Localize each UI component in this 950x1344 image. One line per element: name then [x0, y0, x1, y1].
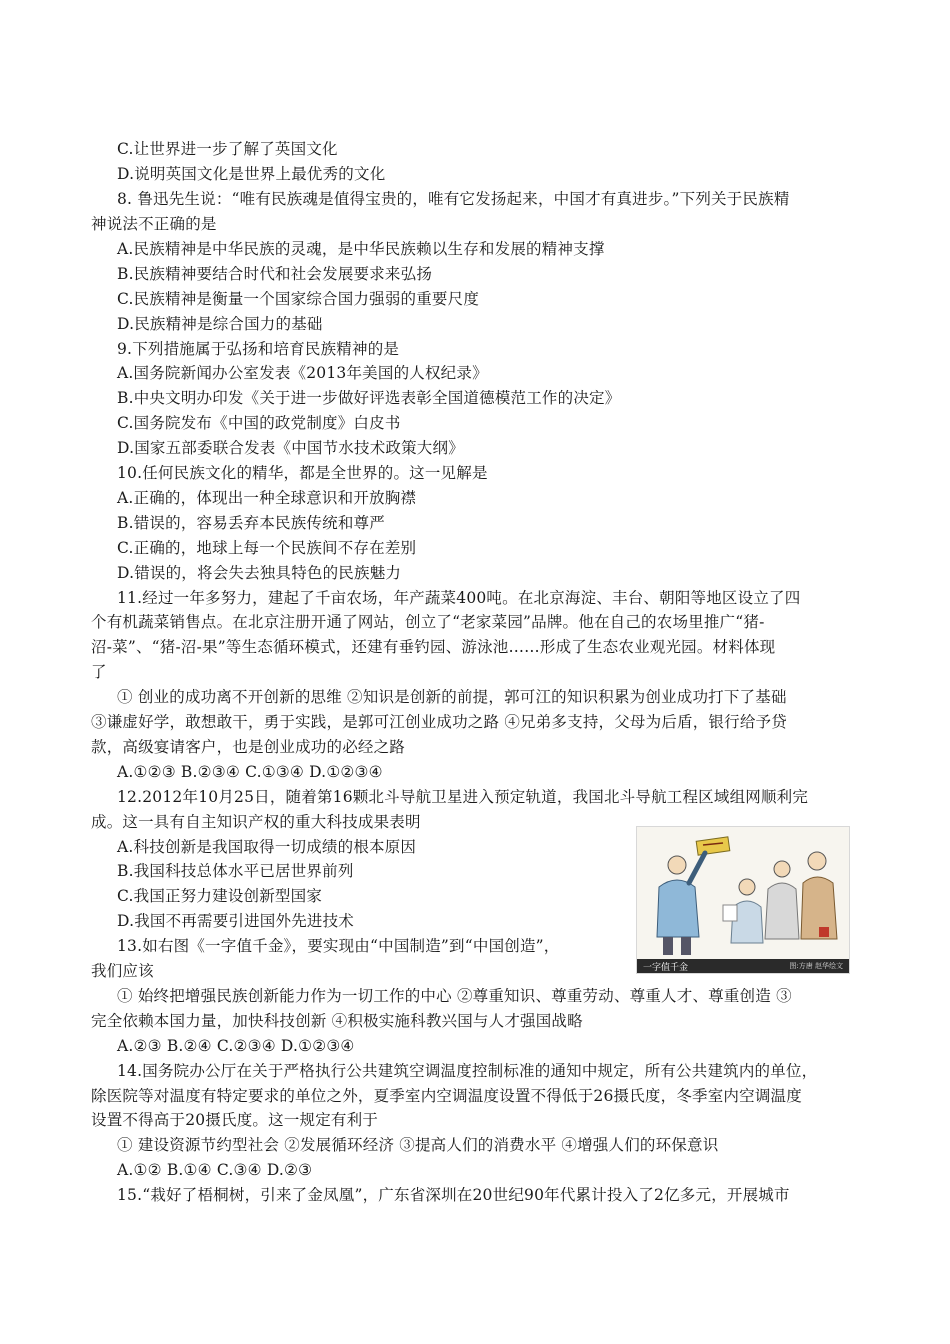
- question-8-stem: 8. 鲁迅先生说：“唯有民族魂是值得宝贵的，唯有它发扬起来，中国才有真进步。”下列关于民族精: [117, 190, 790, 208]
- option-12b: B.我国科技总体水平已居世界前列: [117, 862, 354, 880]
- option-8c: C.民族精神是衡量一个国家综合国力强弱的重要尺度: [117, 290, 480, 308]
- option-7c: C.让世界进一步了解了英国文化: [117, 140, 338, 158]
- cartoon-drawing: [637, 827, 849, 959]
- option-9c: C.国务院发布《中国的政党制度》白皮书: [117, 414, 401, 432]
- option-10b: B.错误的，容易丢弃本民族传统和尊严: [117, 514, 385, 532]
- cartoon-image: [636, 826, 850, 974]
- question-13-options: A.②③ B.②④ C.②③④ D.①②③④: [117, 1037, 355, 1055]
- question-11-stem: 11.经过一年多努力，建起了千亩农场，年产蔬菜400吨。在北京海淀、丰台、朝阳等地区设立了四: [117, 589, 801, 607]
- question-11-stem-cont: 个有机蔬菜销售点。在北京注册开通了网站，创立了“老家菜园”品牌。他在自己的农场里推广“猪-: [91, 613, 765, 631]
- option-12d: D.我国不再需要引进国外先进技术: [117, 912, 355, 930]
- question-10-stem: 10.任何民族文化的精华，都是全世界的。这一见解是: [117, 464, 488, 482]
- question-14-stem-cont: 设置不得高于20摄氏度。这一规定有利于: [91, 1111, 379, 1129]
- option-7d: D.说明英国文化是世界上最优秀的文化: [117, 165, 386, 183]
- question-11-stem-cont: 了: [91, 663, 107, 681]
- question-8-stem-cont: 神说法不正确的是: [91, 215, 217, 233]
- question-14-stem-cont: 除医院等对温度有特定要求的单位之外，夏季室内空调温度设置不得低于26摄氏度，冬季室内空调温度: [91, 1087, 802, 1105]
- question-12-stem-cont: 成。这一具有自主知识产权的重大科技成果表明: [91, 813, 421, 831]
- option-12a: A.科技创新是我国取得一切成绩的根本原因: [117, 838, 417, 856]
- option-10d: D.错误的，将会失去独具特色的民族魅力: [117, 564, 402, 582]
- question-15-stem: 15.“栽好了梧桐树，引来了金凤凰”，广东省深圳在20世纪90年代累计投入了2亿多元，开展城市: [117, 1186, 790, 1204]
- option-9b: B.中央文明办印发《关于进一步做好评选表彰全国道德模范工作的决定》: [117, 389, 621, 407]
- question-11-statements-cont: ③谦虚好学，敢想敢干，勇于实践，是郭可江创业成功之路 ④兄弟多支持，父母为后盾，银行给予贷: [91, 713, 787, 731]
- option-8d: D.民族精神是综合国力的基础: [117, 315, 323, 333]
- cartoon-caption-bar: [637, 959, 849, 973]
- question-11-statements-cont: 款，高级宴请客户，也是创业成功的必经之路: [91, 738, 406, 756]
- option-9a: A.国务院新闻办公室发表《2013年美国的人权纪录》: [117, 364, 488, 382]
- option-10c: C.正确的，地球上每一个民族间不存在差别: [117, 539, 417, 557]
- question-14-stem: 14.国务院办公厅在关于严格执行公共建筑空调温度控制标准的通知中规定，所有公共建筑内的单位，: [117, 1062, 818, 1080]
- question-11-stem-cont: 沼-菜”、“猪-沼-果”等生态循环模式，还建有垂钓园、游泳池……形成了生态农业观光园。材料体现: [91, 638, 776, 656]
- option-8a: A.民族精神是中华民族的灵魂，是中华民族赖以生存和发展的精神支撑: [117, 240, 605, 258]
- option-10a: A.正确的，体现出一种全球意识和开放胸襟: [117, 489, 417, 507]
- question-9-stem: 9.下列措施属于弘扬和培育民族精神的是: [117, 340, 400, 358]
- option-12c: C.我国正努力建设创新型国家: [117, 887, 323, 905]
- question-12-stem: 12.2012年10月25日，随着第16颗北斗导航卫星进入预定轨道，我国北斗导航工程区域组网顺利完: [117, 788, 809, 806]
- question-13-stem: 13.如右图《一字值千金》，要实现由“中国制造”到“中国创造”，: [117, 937, 560, 955]
- question-13-stem-cont: 我们应该: [91, 962, 154, 980]
- question-14-statements: ① 建设资源节约型社会 ②发展循环经济 ③提高人们的消费水平 ④增强人们的环保意识: [117, 1136, 719, 1154]
- question-11-options: A.①②③ B.②③④ C.①③④ D.①②③④: [117, 763, 383, 781]
- option-9d: D.国家五部委联合发表《中国节水技术政策大纲》: [117, 439, 464, 457]
- question-13-statements: ① 始终把增强民族创新能力作为一切工作的中心 ②尊重知识、尊重劳动、尊重人才、尊重创造 ③: [117, 987, 792, 1005]
- option-8b: B.民族精神要结合时代和社会发展要求来弘扬: [117, 265, 433, 283]
- question-13-statements-cont: 完全依赖本国力量，加快科技创新 ④积极实施科教兴国与人才强国战略: [91, 1012, 583, 1030]
- cartoon-credit: 图:方唐 赵华绘文: [789, 962, 843, 970]
- cartoon-title: 一字值千金: [643, 963, 689, 973]
- question-14-options: A.①② B.①④ C.③④ D.②③: [117, 1161, 313, 1179]
- question-11-statements: ① 创业的成功离不开创新的思维 ②知识是创新的前提，郭可江的知识积累为创业成功打下了基础: [117, 688, 787, 706]
